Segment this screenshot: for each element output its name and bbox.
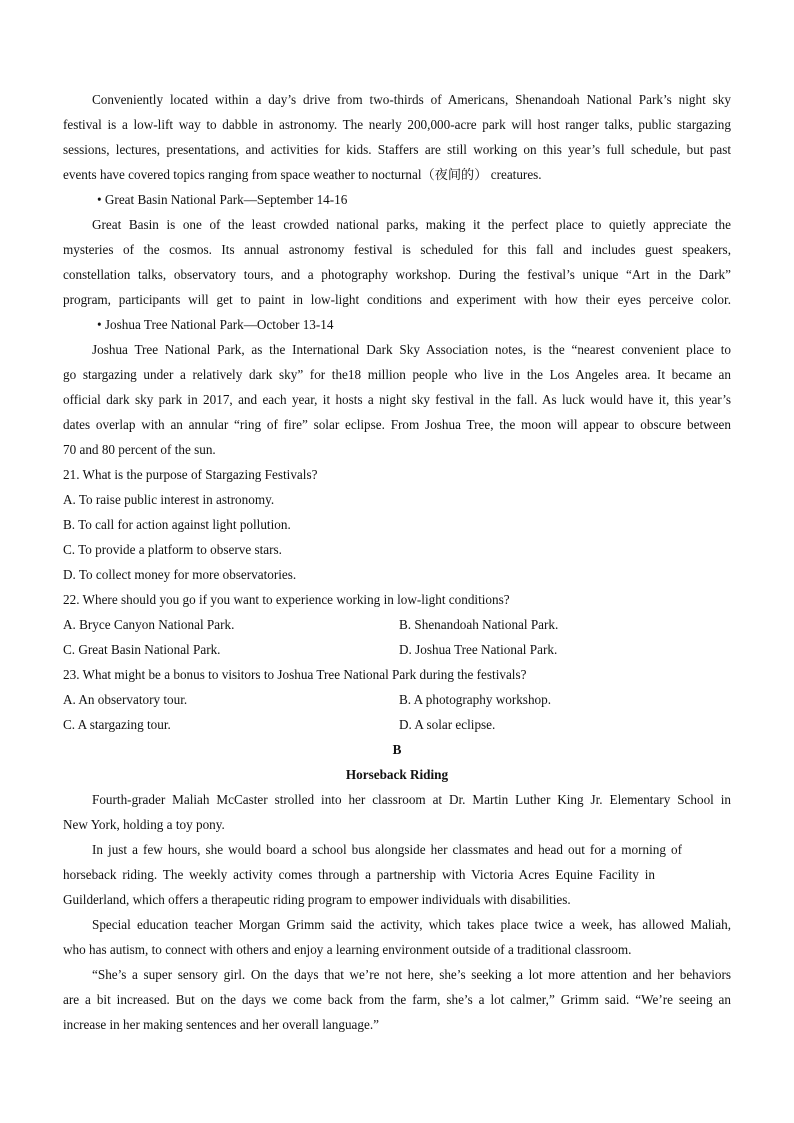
question-21-stem: 21. What is the purpose of Stargazing Festivals? xyxy=(63,467,318,482)
question-21-option-c[interactable]: C. To provide a platform to observe stars. xyxy=(63,542,282,557)
passage-b-p4-line-3: increase in her making sentences and her overall language.” xyxy=(63,1017,379,1032)
passage-a-p3-line-3: official dark sky park in 2017, and each year, it hosts a night sky festival in the fall. As luck would have it, this year’s xyxy=(63,392,731,407)
question-22-option-a[interactable]: A. Bryce Canyon National Park. xyxy=(63,617,235,632)
passage-a-p3-line-4: dates overlap with an annular “ring of fire” solar eclipse. From Joshua Tree, the moon will appear to obscure between xyxy=(63,417,731,432)
passage-a-p2-line-1: Great Basin is one of the least crowded national parks, making it the perfect place to quietly appreciate the xyxy=(92,217,731,232)
question-21-option-d[interactable]: D. To collect money for more observatories. xyxy=(63,567,297,582)
question-21-option-b[interactable]: B. To call for action against light pollution. xyxy=(63,517,291,532)
passage-a-p1-line-2: festival is a low-lift way to dabble in astronomy. The nearly 200,000-acre park will host ranger talks, public stargazing xyxy=(63,117,731,132)
question-23-option-b[interactable]: B. A photography workshop. xyxy=(399,692,552,707)
passage-a-p1-line-4: events have covered topics ranging from space weather to nocturnal（夜间的） creatures. xyxy=(63,167,542,182)
passage-b-p2-line-2: horseback riding. The weekly activity comes through a partnership with Victoria Acres Equine Facility in xyxy=(63,867,655,882)
bullet-great-basin: • Great Basin National Park—September 14-16 xyxy=(97,192,348,207)
passage-b-p1-line-1: Fourth-grader Maliah McCaster strolled into her classroom at Dr. Martin Luther King Jr. Elementary School in xyxy=(92,792,731,807)
question-23-stem: 23. What might be a bonus to visitors to Joshua Tree National Park during the festivals? xyxy=(63,667,527,682)
passage-b-p2-line-3: Guilderland, which offers a therapeutic riding program to empower individuals with disabilities. xyxy=(63,892,571,907)
question-23-option-c[interactable]: C. A stargazing tour. xyxy=(63,717,171,732)
passage-a-p3-line-1: Joshua Tree National Park, as the International Dark Sky Association notes, is the “nearest convenient place to xyxy=(92,342,731,357)
passage-b-p4-line-2: are a bit increased. But on the days we come back from the farm, she’s a lot calmer,” Grimm said. “We’re seeing an xyxy=(63,992,731,1007)
passage-a-p2-line-4: program, participants will get to paint in low-light conditions and experiment with how their eyes perceive color. xyxy=(63,292,731,307)
passage-a-p2-line-2: mysteries of the cosmos. Its annual astronomy festival is scheduled for this fall and includes guest speakers, xyxy=(63,242,731,257)
passage-b-p1-line-2: New York, holding a toy pony. xyxy=(63,817,225,832)
question-22-stem: 22. Where should you go if you want to experience working in low-light conditions? xyxy=(63,592,510,607)
passage-a-p1-line-1: Conveniently located within a day’s drive from two-thirds of Americans, Shenandoah National Park’s night sky xyxy=(92,92,731,107)
passage-b-p3-line-1: Special education teacher Morgan Grimm said the activity, which takes place twice a week, has allowed Maliah, xyxy=(92,917,731,932)
passage-a-p1-line-3: sessions, lectures, presentations, and activities for kids. Staffers are still working on this year’s full schedule, but past xyxy=(63,142,731,157)
question-23-option-a[interactable]: A. An observatory tour. xyxy=(63,692,188,707)
bullet-joshua-tree: • Joshua Tree National Park—October 13-14 xyxy=(97,317,334,332)
section-b-letter: B xyxy=(392,742,402,757)
passage-a-p2-line-3: constellation talks, observatory tours, and a photography workshop. During the festival’s unique “Art in the Dark” xyxy=(63,267,731,282)
passage-a-p3-line-2: go stargazing under a relatively dark sky” for the18 million people who live in the Los Angeles area. It became an xyxy=(63,367,731,382)
section-b-title: Horseback Riding xyxy=(345,767,449,782)
passage-b-p3-line-2: who has autism, to connect with others and enjoy a learning environment outside of a traditional classroom. xyxy=(63,942,632,957)
question-21-option-a[interactable]: A. To raise public interest in astronomy. xyxy=(63,492,275,507)
question-22-option-d[interactable]: D. Joshua Tree National Park. xyxy=(399,642,558,657)
passage-b-p2-line-1: In just a few hours, she would board a school bus alongside her classmates and head out for a morning of xyxy=(92,842,682,857)
question-23-option-d[interactable]: D. A solar eclipse. xyxy=(399,717,496,732)
passage-a-p3-line-5: 70 and 80 percent of the sun. xyxy=(63,442,216,457)
question-22-option-b[interactable]: B. Shenandoah National Park. xyxy=(399,617,559,632)
passage-b-p4-line-1: “She’s a super sensory girl. On the days that we’re not here, she’s seeking a lot more attention and her behaviors xyxy=(92,967,731,982)
question-22-option-c[interactable]: C. Great Basin National Park. xyxy=(63,642,221,657)
